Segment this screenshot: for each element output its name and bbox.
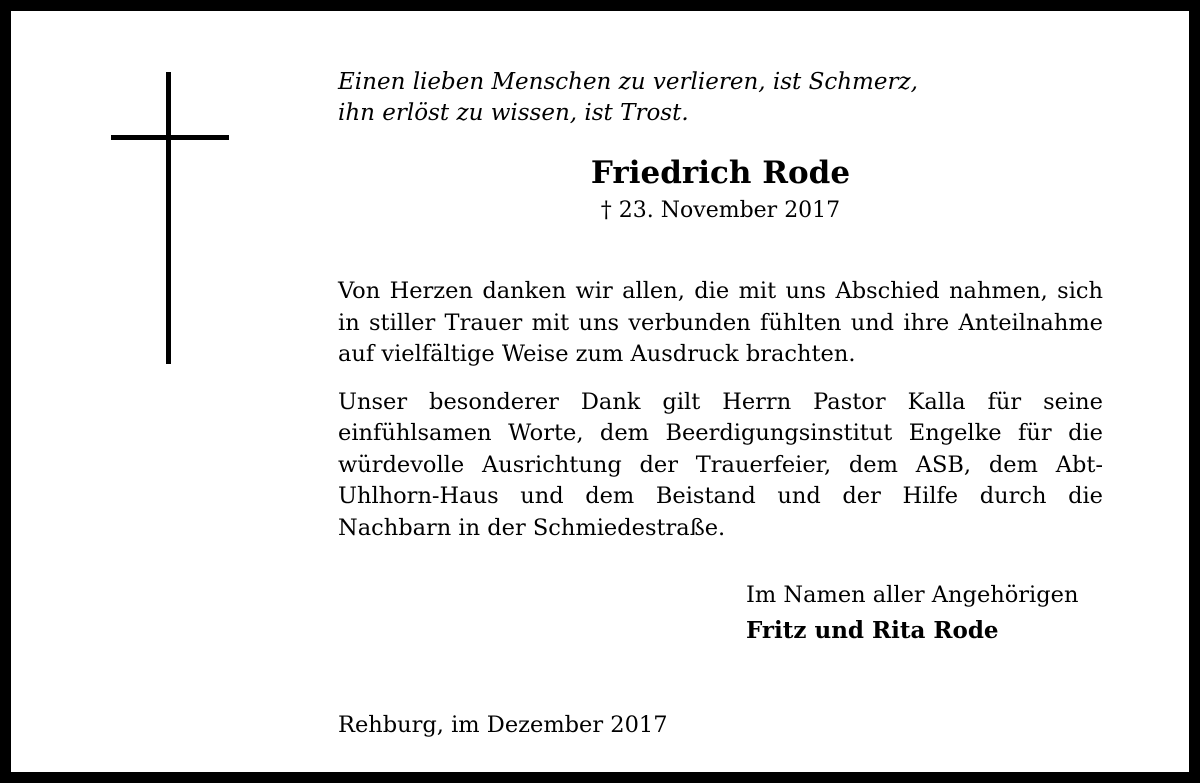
motto-line-2: ihn erlöst zu wissen, ist Trost. (338, 100, 689, 126)
cross-vertical-bar (166, 72, 171, 364)
thanks-paragraph-1: Von Herzen danken wir allen, die mit uns Abschied nahmen, sich in stiller Trauer mit uns verbunden fühlten und ihre Anteilnahme auf vielfältige Weise zum Ausdruck brachten. (338, 278, 1103, 367)
place-and-date: Rehburg, im Dezember 2017 (338, 712, 668, 738)
cross-horizontal-bar (111, 135, 229, 140)
deceased-name: Friedrich Rode (590, 155, 851, 191)
signature-names: Fritz und Rita Rode (746, 617, 999, 644)
signature-block (746, 578, 1126, 648)
motto (338, 67, 1103, 129)
death-date: † 23. November 2017 (600, 198, 841, 223)
notice-content (338, 67, 1103, 544)
signature-intro: Im Namen aller Angehörigen (746, 582, 1079, 608)
thanks-paragraph-2: Unser besonderer Dank gilt Herrn Pastor Kalla für seine einfühlsamen Worte, dem Beerdigungsinstitut Engelke für die würdevolle Ausrichtung der Trauerfeier, dem ASB, dem Abt-Uhlhorn-Haus und dem Beistand und der Hilfe durch die Nachbarn in der Schmiedestraße. (338, 388, 1103, 541)
motto-line-1: Einen lieben Menschen zu verlieren, ist Schmerz, (338, 69, 918, 95)
